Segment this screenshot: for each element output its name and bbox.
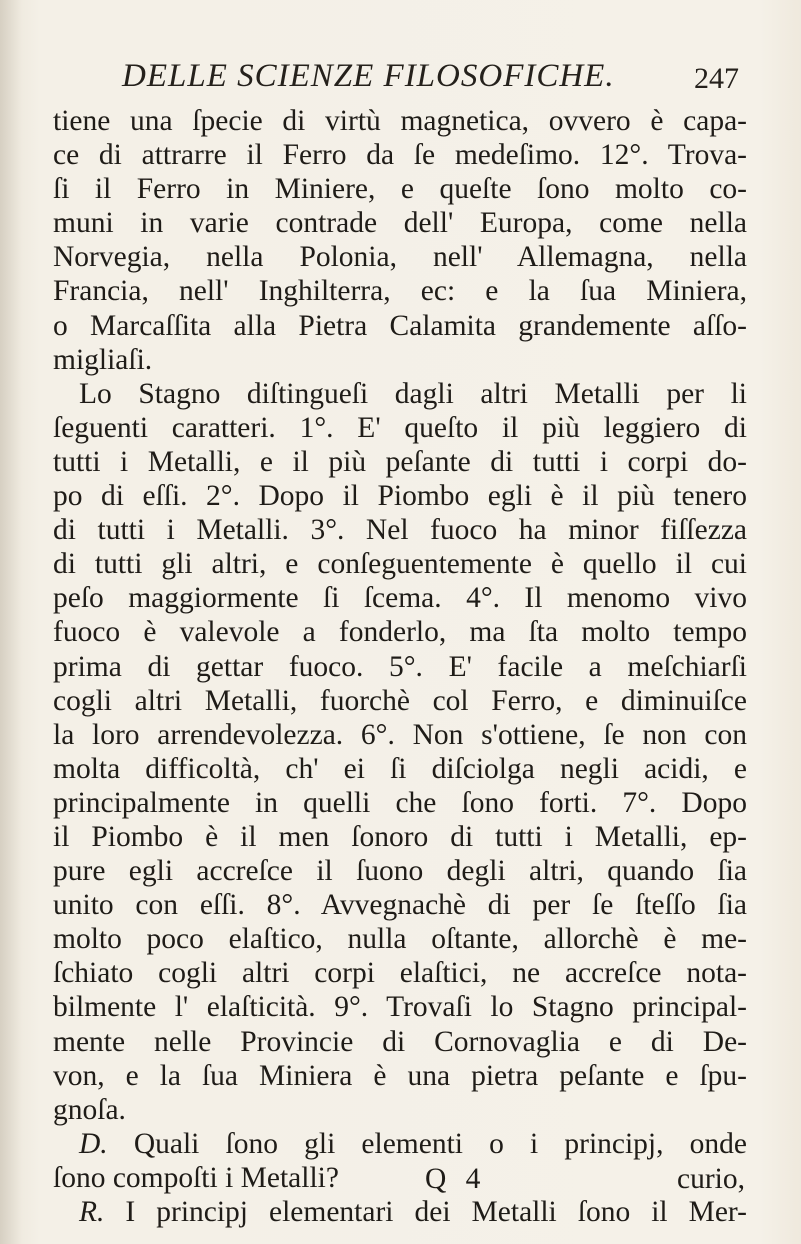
text-line [53, 343, 747, 377]
text-line [53, 309, 747, 343]
binding-shadow [0, 0, 22, 1244]
text-line [53, 104, 747, 138]
line-text: von, e la ſua Miniera è una pietra peſante e ſpu- [53, 1059, 747, 1092]
line-text: il Piombo è il men ſonoro di tutti i Metalli, ep- [53, 820, 747, 853]
line-text: molta difficoltà, ch' ei ſi diſciolga negli acidi, e [53, 752, 747, 785]
line-text: mente nelle Provincie di Cornovaglia e di De- [53, 1025, 747, 1058]
line-text: Francia, nell' Inghilterra, ec: e la ſua Miniera, [53, 275, 747, 308]
text-line [53, 274, 747, 308]
line-text: prima di gettar fuoco. 5°. E' facile a meſchiarſi [53, 650, 747, 683]
line-text: molto poco elaſtico, nulla oſtante, allorchè è me- [53, 923, 747, 956]
line-text: ſeguenti caratteri. 1°. E' queſto il più leggiero di [53, 411, 747, 444]
text-line [53, 445, 747, 479]
line-text: ſchiato cogli altri corpi elaſtici, ne accreſce nota- [53, 957, 747, 990]
text-line [53, 650, 747, 684]
line-text: pure egli accreſce il ſuono degli altri, quando ſia [53, 855, 747, 888]
text-line [53, 888, 747, 922]
text-line [53, 479, 747, 513]
footer-line [53, 1163, 747, 1199]
line-text: la loro arrendevolezza. 6°. Non s'ottiene, ſe non con [53, 718, 747, 751]
line-text: ſono compoſti i Metalli? [53, 1161, 339, 1194]
line-text: peſo maggiormente ſi ſcema. 4°. Il menomo vivo [53, 582, 747, 615]
line-text: o Marcaſſita alla Pietra Calamita grandemente aſſo- [53, 309, 747, 342]
catchword: curio, [677, 1163, 745, 1195]
text-line [53, 377, 747, 411]
line-text: tiene una ſpecie di virtù magnetica, ovvero è capa- [53, 105, 747, 137]
line-text: I principj elementari dei Metalli ſono il Mer- [104, 1196, 747, 1228]
text-line [53, 172, 747, 206]
line-text: di tutti gli altri, e conſeguentemente è quello il cui [53, 548, 747, 581]
text-line [53, 1059, 747, 1093]
line-text: Norvegia, nella Polonia, nell' Allemagna, nella [53, 241, 747, 274]
body-text [53, 104, 747, 1229]
text-line [53, 752, 747, 786]
line-text: cogli altri Metalli, fuorchè col Ferro, e diminuiſce [53, 684, 747, 717]
line-text: ce di attrarre il Ferro da ſe medeſimo. 12°. Trova- [53, 139, 747, 172]
line-text: unito con eſſi. 8°. Avvegnachè di per ſe ſteſſo ſia [53, 889, 747, 922]
text-line [53, 240, 747, 274]
text-line [53, 547, 747, 581]
text-line [53, 786, 747, 820]
line-text: Quali ſono gli elementi o i principj, onde [107, 1127, 747, 1160]
text-line [53, 138, 747, 172]
line-text: ſi il Ferro in Miniere, e queſte ſono molto co- [53, 173, 747, 206]
dialogue-marker: D. [79, 1127, 108, 1160]
text-line [53, 922, 747, 956]
line-text: po di eſſi. 2°. Dopo il Piombo egli è il più tenero [53, 480, 747, 513]
text-line [53, 581, 747, 615]
line-text: tutti i Metalli, e il più peſante di tutti i corpi do- [53, 445, 747, 478]
line-text: gnoſa. [53, 1093, 126, 1126]
line-text: di tutti i Metalli. 3°. Nel fuoco ha minor fiſſezza [53, 514, 747, 547]
text-line [53, 1093, 747, 1127]
page-header [60, 58, 741, 102]
text-line [53, 1127, 747, 1161]
text-line [53, 718, 747, 752]
line-text: bilmente l' elaſticità. 9°. Trovaſi lo Stagno principal- [53, 991, 747, 1024]
text-line [53, 820, 747, 854]
page-number: 247 [694, 62, 739, 95]
text-line [53, 684, 747, 718]
text-line [53, 1025, 747, 1059]
text-line [53, 854, 747, 888]
dialogue-marker: R. [79, 1196, 105, 1228]
text-line [53, 956, 747, 990]
running-title: DELLE SCIENZE FILOSOFICHE. [122, 58, 615, 94]
text-line [53, 513, 747, 547]
text-line [53, 990, 747, 1024]
line-text: migliaſi. [53, 343, 153, 376]
line-text: principalmente in quelli che ſono forti. 7°. Dopo [53, 786, 747, 819]
text-line [53, 1195, 747, 1229]
text-line [53, 615, 747, 649]
line-text: muni in varie contrade dell' Europa, come nella [53, 207, 747, 240]
text-line [53, 206, 747, 240]
text-line [53, 411, 747, 445]
line-text: fuoco è valevole a fonderlo, ma ſta molto tempo [53, 616, 747, 649]
signature-mark: Q 4 [425, 1163, 487, 1195]
line-text: Lo Stagno diſtingueſi dagli altri Metalli per li [79, 377, 747, 410]
